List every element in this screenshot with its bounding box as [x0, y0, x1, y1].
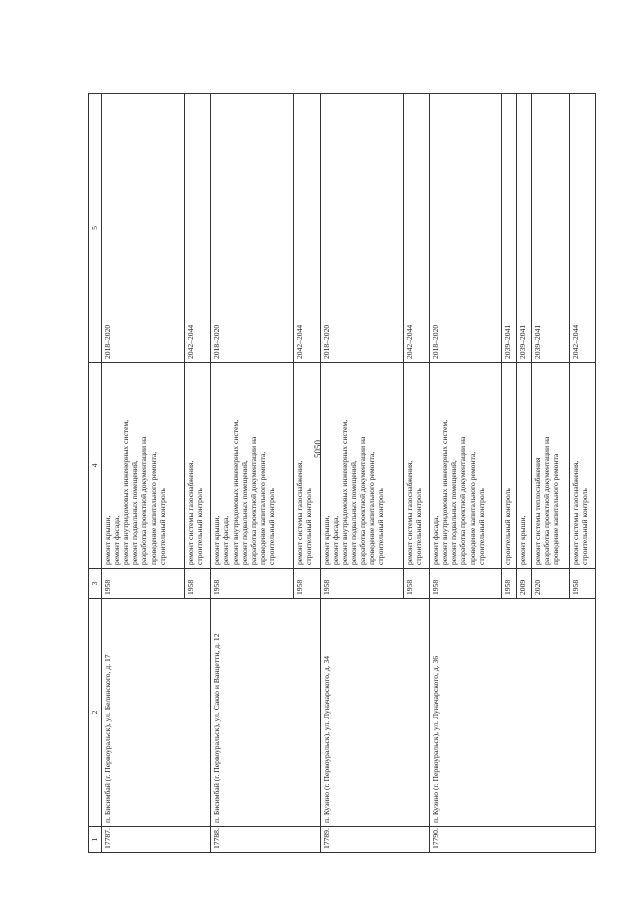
- work-item: проведение капитального ремонта,: [257, 451, 267, 565]
- page-number: 5050: [313, 440, 323, 458]
- work-item: строительный контроль: [304, 488, 314, 565]
- rotated-page-content: [88, 93, 596, 853]
- header-cell: 3: [89, 569, 102, 599]
- work-item: проведение капитального ремонта,: [148, 451, 158, 565]
- year-cell: 1958: [569, 569, 595, 599]
- header-cell: 4: [89, 363, 102, 569]
- work-item: ремонт системы теплоснабжения: [532, 457, 542, 565]
- year-cell: 1958: [501, 569, 516, 599]
- header-row: [89, 94, 102, 853]
- work-item: строительный контроль: [413, 488, 423, 565]
- period-cell: 2042–2044: [403, 94, 429, 363]
- work-item: разработка проектной документации на: [542, 436, 551, 565]
- work-item: ремонт фасада,: [221, 515, 231, 565]
- work-item: разработка проектной документации на: [248, 436, 258, 565]
- work-item: ремонт крыши,: [103, 515, 112, 565]
- work-item: разработка проектной документации на: [458, 436, 468, 565]
- repair-schedule-table: [88, 93, 596, 853]
- works-cell: [403, 363, 429, 569]
- header-cell: 5: [89, 94, 102, 363]
- works-cell: [102, 363, 185, 569]
- works-cell: [516, 363, 531, 569]
- year-cell: 2020: [531, 569, 569, 599]
- work-item: ремонт внутридомовых инженерных систем,: [121, 419, 131, 565]
- address-cell: п. Кузино (г. Первоуральск), ул. Луначарского, д. 36: [430, 599, 596, 827]
- work-item: ремонт фасада,: [112, 515, 122, 565]
- work-item: строительный контроль: [195, 488, 205, 565]
- work-item: строительный контроль: [267, 488, 277, 565]
- work-item: проведение капитального ремонта,: [467, 451, 477, 565]
- work-item: проведение капитального ремонта: [551, 453, 561, 565]
- works-cell: [531, 363, 569, 569]
- address-cell: п. Бисимбай (г. Первоуральск), ул. Белинского, д. 17: [102, 599, 211, 827]
- year-cell: 1958: [185, 569, 211, 599]
- table-row: [211, 94, 294, 853]
- work-item: ремонт внутридомовых инженерных систем,: [440, 419, 450, 565]
- work-item: ремонт подвальных помещений,: [130, 460, 140, 565]
- work-item: ремонт внутридомовых инженерных систем,: [339, 419, 349, 565]
- row-number: 17787.: [102, 827, 211, 853]
- work-item: разработка проектной документации на: [139, 436, 149, 565]
- period-cell: 2039–2041: [531, 94, 569, 363]
- work-item: ремонт фасада,: [431, 515, 441, 565]
- work-item: ремонт крыши,: [321, 515, 331, 565]
- works-cell: [320, 363, 403, 569]
- work-item: ремонт крыши,: [517, 515, 527, 565]
- works-cell: [185, 363, 211, 569]
- work-item: ремонт системы газоснабжения,: [295, 460, 305, 565]
- period-cell: 2018–2020: [211, 94, 294, 363]
- year-cell: 1958: [403, 569, 429, 599]
- work-item: ремонт крыши,: [212, 515, 222, 565]
- year-cell: 1958: [211, 569, 294, 599]
- work-item: ремонт системы газоснабжения,: [186, 460, 195, 565]
- year-cell: 1958: [430, 569, 502, 599]
- work-item: строительный контроль: [476, 488, 486, 565]
- work-item: ремонт фасада,: [330, 515, 340, 565]
- period-cell: 2042–2044: [294, 94, 320, 363]
- header-cell: 1: [89, 827, 102, 853]
- year-cell: 2009: [516, 569, 531, 599]
- address-cell: п. Бисимбай (г. Первоуральск), ул. Сакко и Ванцетти, д. 12: [211, 599, 320, 827]
- work-item: проведение капитального ремонта,: [367, 451, 377, 565]
- table-row: [320, 94, 403, 853]
- work-item: разработка проектной документации на: [358, 436, 368, 565]
- works-cell: [211, 363, 294, 569]
- work-item: строительный контроль: [579, 488, 589, 565]
- period-cell: 2042–2044: [569, 94, 595, 363]
- works-cell: [501, 363, 516, 569]
- work-item: строительный контроль: [157, 488, 167, 565]
- year-cell: 1958: [102, 569, 185, 599]
- work-item: ремонт подвальных помещений,: [239, 460, 249, 565]
- period-cell: 2039–2041: [516, 94, 531, 363]
- year-cell: 1958: [294, 569, 320, 599]
- period-cell: 2018–2020: [430, 94, 502, 363]
- address-cell: п. Кузино (г. Первоуральск), ул. Луначарского, д. 34: [320, 599, 429, 827]
- work-item: ремонт подвальных помещений,: [449, 460, 459, 565]
- year-cell: 1958: [320, 569, 403, 599]
- period-cell: 2039–2041: [501, 94, 516, 363]
- work-item: строительный контроль: [502, 488, 512, 565]
- works-cell: [569, 363, 595, 569]
- row-number: 17790.: [430, 827, 596, 853]
- work-item: ремонт системы газоснабжения,: [570, 460, 580, 565]
- works-cell: [430, 363, 502, 569]
- work-item: ремонт системы газоснабжения,: [404, 460, 414, 565]
- row-number: 17789.: [320, 827, 429, 853]
- header-cell: 2: [89, 599, 102, 827]
- row-number: 17788.: [211, 827, 320, 853]
- table-row: [430, 94, 502, 853]
- table-row: [102, 94, 185, 853]
- period-cell: 2042–2044: [185, 94, 211, 363]
- work-item: строительный контроль: [376, 488, 386, 565]
- period-cell: 2018–2020: [102, 94, 185, 363]
- work-item: ремонт подвальных помещений,: [349, 460, 359, 565]
- work-item: ремонт внутридомовых инженерных систем,: [230, 419, 240, 565]
- works-cell: [294, 363, 320, 569]
- period-cell: 2018–2020: [320, 94, 403, 363]
